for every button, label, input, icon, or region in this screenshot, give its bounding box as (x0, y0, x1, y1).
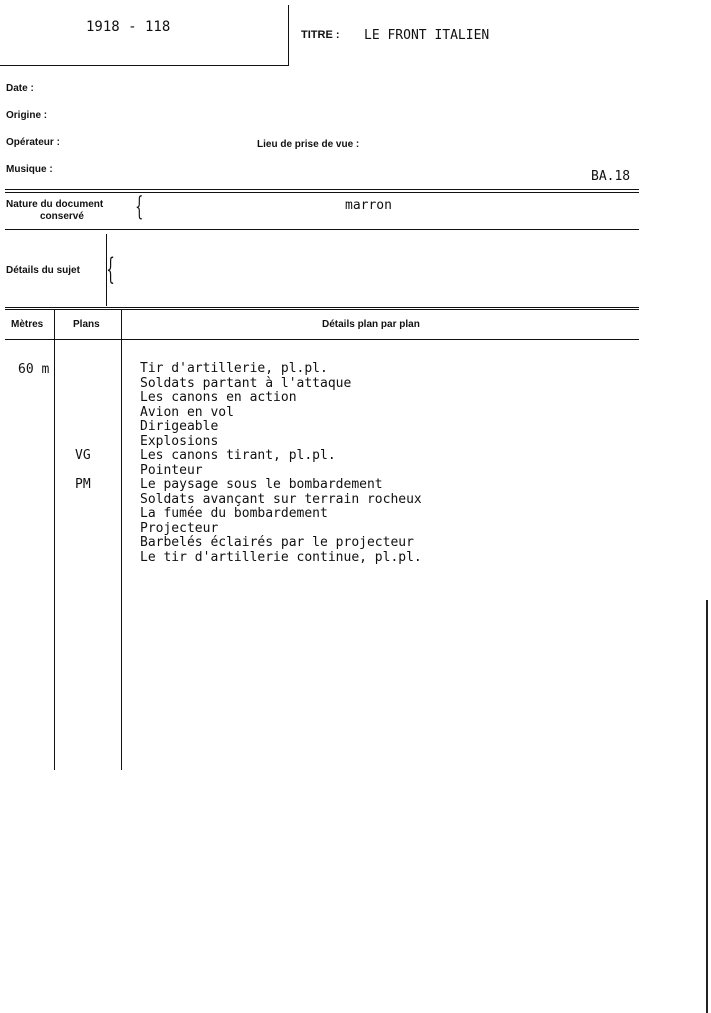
sujet-brace: { (106, 252, 115, 287)
rule-top-1 (5, 189, 639, 190)
plans-column (75, 362, 91, 493)
detail-row: Avion en vol (140, 404, 234, 420)
origine-label: Origine : (6, 110, 48, 121)
detail-row: Les canons en action (140, 390, 297, 405)
plan-row (75, 420, 91, 435)
rule-top-2 (5, 192, 639, 193)
nature-label-line2: conservé (40, 211, 84, 222)
nature-value: marron (345, 198, 392, 213)
detail-row: Le tir d'artillerie continue, pl.pl. (140, 549, 422, 565)
musique-label: Musique : (6, 164, 53, 175)
detail-row: La fumée du bombardement (140, 506, 328, 521)
page-edge-right (706, 600, 708, 1013)
column-header-plans: Plans (73, 319, 100, 330)
date-label: Date : (6, 83, 34, 94)
operateur-label: Opérateur : (6, 137, 60, 148)
header-box-bottom-border (0, 65, 289, 66)
titre-label: TITRE : (301, 29, 340, 41)
titre-value: LE FRONT ITALIEN (364, 28, 490, 43)
table-top-rule-1 (5, 307, 639, 308)
detail-row: Le paysage sous le bombardement (140, 477, 383, 492)
detail-row: Soldats avançant sur terrain rocheux (140, 491, 422, 507)
column-divider-plans (121, 310, 122, 770)
detail-row: Explosions (140, 433, 219, 449)
details-column (140, 362, 422, 565)
detail-row: Pointeur (140, 462, 203, 478)
rule-nature-bottom (5, 229, 639, 230)
detail-row: Barbelés éclairés par le projecteur (140, 535, 414, 550)
plan-row: PM (75, 477, 91, 492)
plan-row (75, 391, 91, 406)
plan-row (75, 377, 91, 392)
detail-row: Les canons tirant, pl.pl. (140, 448, 336, 463)
plan-row: VG (75, 448, 91, 463)
column-divider-metres (54, 310, 55, 770)
sujet-label: Détails du sujet (6, 265, 80, 276)
archive-code: BA.18 (591, 169, 631, 184)
nature-brace: { (135, 192, 144, 222)
plan-row (75, 435, 91, 450)
plan-row (75, 464, 91, 479)
lieu-label: Lieu de prise de vue : (257, 139, 360, 150)
column-header-metres: Mètres (11, 319, 44, 330)
nature-label-line1: Nature du document (6, 199, 104, 210)
table-header-bottom-rule (5, 339, 639, 340)
table-top-rule-2 (5, 309, 639, 310)
detail-row: Projecteur (140, 520, 219, 536)
plan-row (75, 406, 91, 421)
plan-row (75, 362, 91, 377)
header-box-right-border (288, 5, 289, 65)
metres-value: 60 m (18, 362, 50, 377)
detail-row: Tir d'artillerie, pl.pl. (140, 361, 328, 376)
detail-row: Soldats partant à l'attaque (140, 375, 352, 391)
column-header-details: Détails plan par plan (322, 319, 420, 330)
detail-row: Dirigeable (140, 419, 219, 434)
reference-number: 1918 - 118 (86, 19, 171, 35)
